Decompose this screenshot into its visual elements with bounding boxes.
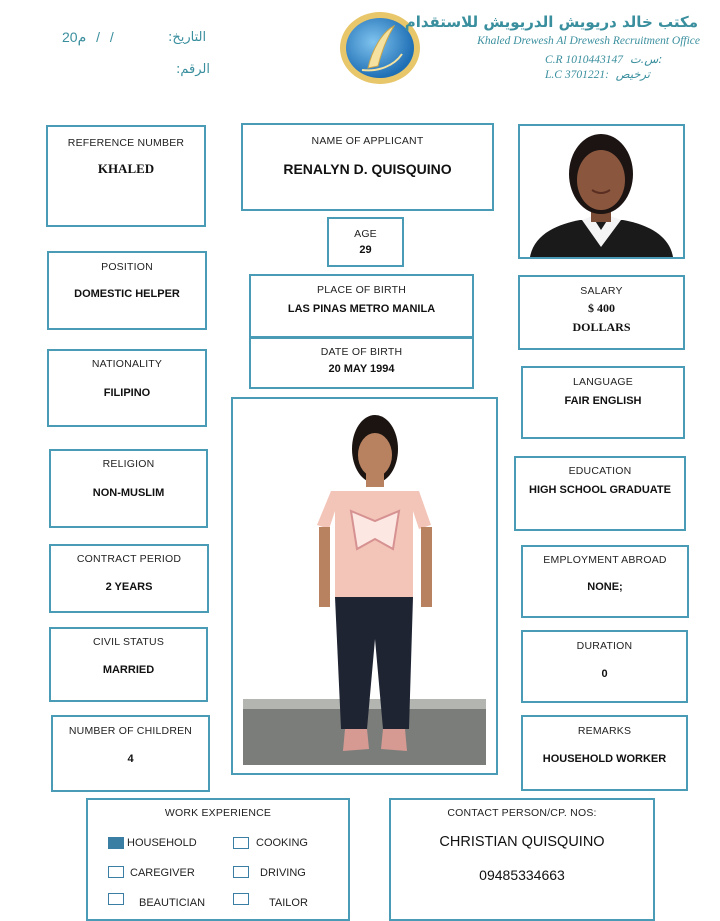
- contract-period-value: 2 YEARS: [105, 581, 153, 593]
- cr-row: [545, 52, 662, 66]
- checkbox-cooking[interactable]: [233, 837, 249, 849]
- education-box: [514, 456, 686, 531]
- applicant-name-value: RENALYN D. QUISQUINO: [283, 161, 452, 177]
- contact-box: [389, 798, 655, 921]
- birth-place-box: [249, 274, 474, 338]
- civil-status-label: CIVIL STATUS: [92, 636, 165, 648]
- work-experience-label: WORK EXPERIENCE: [164, 807, 272, 819]
- birth-date-box: [249, 337, 474, 389]
- remarks-label: REMARKS: [577, 725, 632, 737]
- salary-box: [518, 275, 685, 350]
- civil-status-box: [49, 627, 208, 702]
- language-label: LANGUAGE: [573, 376, 633, 388]
- religion-label: RELIGION: [102, 458, 155, 470]
- age-value: 29: [359, 244, 372, 256]
- religion-box: [49, 449, 208, 528]
- employment-abroad-value: NONE;: [587, 581, 623, 593]
- checkbox-tailor-label: TAILOR: [269, 897, 308, 909]
- applicant-portrait-photo: [520, 126, 683, 257]
- employment-abroad-box: [521, 545, 689, 618]
- contact-phone[interactable]: 09485334663: [479, 867, 565, 883]
- children-value: 4: [127, 753, 134, 765]
- contact-label: CONTACT PERSON/CP. NOS:: [447, 807, 597, 819]
- checkbox-driving[interactable]: [233, 866, 249, 878]
- checkbox-caregiver[interactable]: [108, 866, 124, 878]
- duration-box: [521, 630, 688, 703]
- remarks-box: [521, 715, 688, 791]
- lc-row: [545, 67, 650, 81]
- cr-label-ar: س.ت:: [629, 52, 663, 66]
- nationality-box: [47, 349, 207, 427]
- applicant-name-box: [241, 123, 494, 211]
- number-label: الرقم:: [176, 62, 210, 77]
- reference-label: REFERENCE NUMBER: [67, 137, 185, 149]
- portrait-photo-box: [518, 124, 685, 259]
- birth-date-label: DATE OF BIRTH: [320, 346, 403, 358]
- salary-unit: DOLLARS: [572, 320, 631, 334]
- children-label: NUMBER OF CHILDREN: [68, 725, 193, 737]
- office-name-ar: مكتب خالد دريويش الدريويش للاستقدام: [404, 13, 698, 31]
- checkbox-household-label: HOUSEHOLD: [127, 837, 197, 849]
- contact-name: CHRISTIAN QUISQUINO: [439, 834, 605, 850]
- age-box: [327, 217, 404, 267]
- cr-number: C.R 1010443147: [545, 54, 623, 66]
- contract-period-label: CONTRACT PERIOD: [76, 553, 182, 565]
- position-box: [47, 251, 207, 330]
- duration-value: 0: [601, 668, 608, 680]
- lc-number: L.C 3701221:: [545, 69, 609, 81]
- religion-value: NON-MUSLIM: [92, 487, 165, 499]
- salary-label: SALARY: [580, 285, 623, 297]
- birth-date-value: 20 MAY 1994: [328, 363, 395, 375]
- date-placeholder: 20م / /: [62, 29, 114, 45]
- checkbox-beautician-label: BEAUTICIAN: [139, 897, 206, 909]
- applicant-name-label: NAME OF APPLICANT: [311, 135, 424, 147]
- checkbox-tailor[interactable]: [233, 893, 249, 905]
- contract-period-box: [49, 544, 209, 613]
- checkbox-cooking-label: COOKING: [256, 837, 308, 849]
- nationality-value: FILIPINO: [103, 387, 151, 399]
- birth-place-value: LAS PINAS METRO MANILA: [287, 303, 436, 315]
- checkbox-caregiver-label: CAREGIVER: [130, 867, 195, 879]
- age-label: AGE: [354, 228, 377, 240]
- birth-place-label: PLACE OF BIRTH: [317, 284, 406, 296]
- date-label: التاريخ:: [168, 30, 207, 45]
- checkbox-driving-label: DRIVING: [260, 867, 306, 879]
- language-box: [521, 366, 685, 439]
- education-label: EDUCATION: [568, 465, 632, 477]
- language-value: FAIR ENGLISH: [564, 395, 642, 407]
- reference-box: [46, 125, 206, 227]
- remarks-value: HOUSEHOLD WORKER: [542, 753, 667, 765]
- applicant-full-body-photo: [233, 399, 496, 773]
- checkbox-household[interactable]: [108, 837, 124, 849]
- checkbox-beautician[interactable]: [108, 893, 124, 905]
- education-value: HIGH SCHOOL GRADUATE: [529, 484, 671, 496]
- employment-abroad-label: EMPLOYMENT ABROAD: [543, 554, 667, 566]
- nationality-label: NATIONALITY: [91, 358, 163, 370]
- duration-label: DURATION: [576, 640, 633, 652]
- children-box: [51, 715, 210, 792]
- reference-value: KHALED: [97, 161, 155, 176]
- office-name-en: Khaled Drewesh Al Drewesh Recruitment Office: [477, 35, 700, 47]
- position-value: DOMESTIC HELPER: [74, 288, 180, 300]
- civil-status-value: MARRIED: [102, 664, 155, 676]
- salary-value: $ 400: [588, 301, 615, 315]
- full-body-photo-box: [231, 397, 498, 775]
- work-experience-box: [86, 798, 350, 921]
- lc-label-ar: ترخيص: [615, 67, 650, 81]
- position-label: POSITION: [101, 261, 153, 273]
